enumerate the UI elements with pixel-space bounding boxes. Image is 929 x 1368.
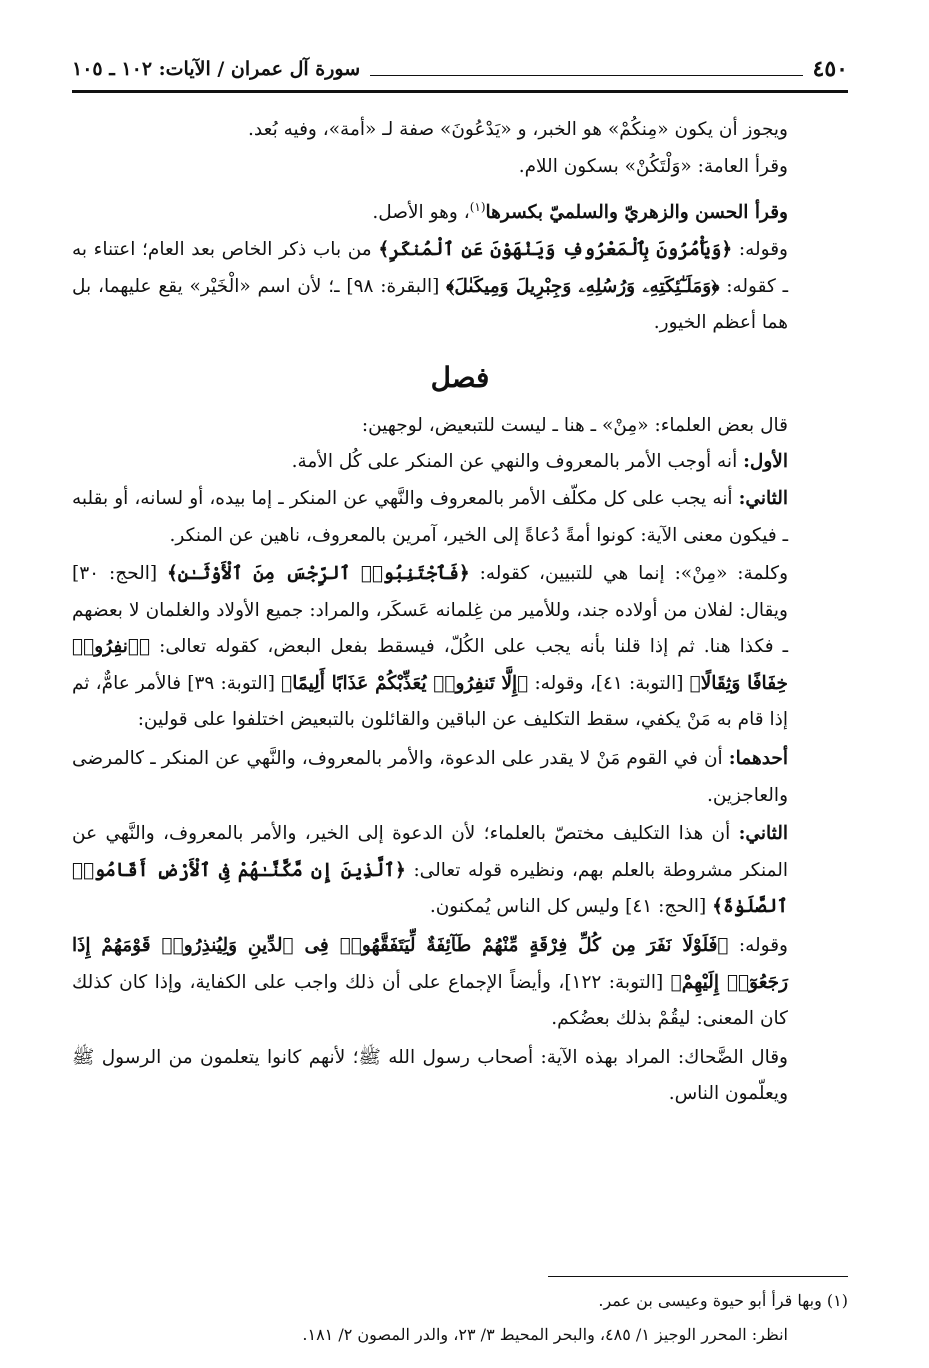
footnote-separator [548, 1276, 848, 1277]
paragraph-2: وقرأ العامة: «وَلْتَكُنْ» بسكون اللام. [518, 155, 788, 177]
paragraph-9-text: أن في القوم مَنْ لا يقدر على الدعوة، والأمر بالمعروف، والنَّهي عن المنكر ـ كالمرضى والعاجزين. [72, 748, 788, 806]
p4-part-c: [البقرة: ٩٨] ـ؛ لأن اسم «الْخَيْر» يقع عليهما، بل هما أعظم الخيور. [72, 275, 788, 334]
footnote-1: (١) وبها قرأ أبو حيوة وعيسى بن عمر. [598, 1291, 848, 1310]
quran-quote-3: ﴿فَٱجْتَنِبُوا۟ ٱلرِّجْسَ مِنَ ٱلْأَوْثَـٰنِ﴾ [166, 563, 470, 585]
p10-part-a: أن هذا التكليف مختصّ بالعلماء؛ لأن الدعوة إلى الخير، والأمر بالمعروف، والنَّهي عن المنكر مشروطة بالعلم بهم، ونظيره قوله تعالى: [72, 823, 789, 881]
p8-part-d: [التوبة: ٣٩] فالأمر عامٌّ، ثم إذا قام به مَنْ يكفي، سقط التكليف عن الباقين والقائلون بالتبعيض اختلفوا على قولين: [72, 672, 788, 731]
quran-quote-7: ﴿فَلَوْلَا نَفَرَ مِن كُلِّ فِرْقَةٍ مِّنْهُمْ طَآئِفَةٌ لِّيَتَفَقَّهُوا۟ فِى ٱلدِّينِ وَلِيُنذِرُوا۟ قَوْمَهُمْ إِذَا رَجَعُوٓا۟ إِلَيْهِمْ﴾ [72, 935, 788, 993]
quran-quote-5: ﴿إِلَّا تَنفِرُوا۟ يُعَذِّبْكُمْ عَذَابًا أَلِيمًا﴾ [281, 672, 529, 694]
point-label-first: الأول: [743, 451, 788, 473]
paragraph-6 [72, 444, 848, 481]
opinion-label-second: الثاني: [738, 823, 788, 845]
paragraph-12: وقال الضَّحاك: المراد بهذه الآية: أصحاب رسول الله ﷺ؛ لأنهم كانوا يتعلمون من الرسول ﷺ ويعلّمون الناس. [72, 1046, 788, 1105]
footnote-2: انظر: المحرر الوجيز ١/ ٤٨٥، والبحر المحيط ٣/ ٢٣، والدر المصون ٢/ ١٨١. [302, 1325, 788, 1344]
p4-part-a: وقوله: [732, 238, 788, 260]
quran-quote-4: ﴿ٱنفِرُوا۟ خِفَافًا وَثِقَالًا﴾ [72, 636, 788, 694]
footnotes [72, 1284, 848, 1352]
running-header [72, 50, 848, 88]
paragraph-3-rest: ، وهو الأصل. [372, 202, 470, 224]
paragraph-5: قال بعض العلماء: «مِنْ» ـ هنا ـ ليست للتبعيض، لوجهين: [361, 414, 788, 436]
p8-part-c: [التوبة: ٤١]، وقوله: [528, 672, 690, 694]
paragraph-10 [72, 816, 848, 926]
section-heading: فصل [430, 360, 490, 394]
paragraph-4 [72, 232, 848, 342]
paragraph-9 [72, 741, 848, 814]
readers-names: وقرأ الحسن والزهريّ والسلميّ بكسرها [485, 202, 788, 224]
header-leader-line [370, 75, 802, 76]
header-title: سورة آل عمران / الآيات: ١٠٢ ـ ١٠٥ [72, 58, 361, 80]
footnote-ref-1: (١) [469, 200, 486, 215]
p4-part-b: من باب ذكر الخاص بعد العام؛ اعتناء به ـ كقوله: [72, 238, 788, 297]
quran-quote-2: ﴿وَمَلَـٰٓئِكَتِهِۦ وَرُسُلِهِۦ وَجِبْرِيلَ وَمِيكَىٰلَ﴾ [446, 275, 720, 297]
p10-part-b: [الحج: ٤١] وليس كل الناس يُمكنون. [429, 896, 713, 918]
quran-quote-1: ﴿وَيَأْمُرُونَ بِٱلْمَعْرُوفِ وَيَنْهَوْنَ عَنِ ٱلْمُنكَرِ﴾ [378, 238, 733, 260]
paragraph-7 [72, 481, 848, 554]
page-number: ٤٥٠ [812, 56, 848, 82]
p11-part-a: وقوله: [728, 935, 788, 957]
paragraph-3 [72, 189, 848, 232]
quran-quote-6: ﴿ٱلَّذِينَ إِن مَّكَّنَّـٰهُمْ فِى ٱلْأَرْضِ أَقَامُوا۟ ٱلصَّلَوٰةَ﴾ [72, 859, 788, 918]
header-rule [72, 90, 848, 93]
point-label-second: الثاني: [738, 487, 788, 509]
book-page [72, 40, 848, 1344]
paragraph-11 [72, 928, 848, 1038]
paragraph-6-text: أنه أوجب الأمر بالمعروف والنهي عن المنكر على كُل الأمة. [291, 451, 744, 473]
opinion-label-first: أحدهما: [728, 748, 788, 770]
paragraph-7-text: أنه يجب على كل مكلّف الأمر بالمعروف والنَّهي عن المنكر ـ إما بيده، أو لسانه، أو بقلبه ـ فيكون معنى الآية: كونوا أمةً دُعاةً إلى الخير، آمرين بالمعروف، ناهين عن المنكر. [72, 487, 788, 546]
paragraph-8 [72, 556, 848, 739]
p8-part-b: [الحج: ٣٠] ويقال: لفلان من أولاده جند، وللأمير من غِلمانه عَسكَر، والمراد: جميع الأولاد والغلمان لا بعضهم ـ فكذا هنا. ثم إذا قلنا بأنه يجب على الكُلّ، فيسقط بفعل البعض، كقوله تعالى: [72, 563, 788, 658]
paragraph-1: ويجوز أن يكون «مِنكُمْ» هو الخبر، و «يَدْعُونَ» صفة لـ «أمة»، وفيه بُعد. [248, 119, 788, 140]
p8-part-a: وكلمة: «مِنْ»: إنما هي للتبيين، كقوله: [469, 563, 789, 585]
main-text [72, 112, 848, 1113]
p11-part-b: [التوبة: ١٢٢]، وأيضاً الإجماع على أن ذلك واجب على الكفاية، وإذا كان كذلك كان المعنى: ليقُمْ بذلك بعضُكم. [72, 971, 788, 1030]
